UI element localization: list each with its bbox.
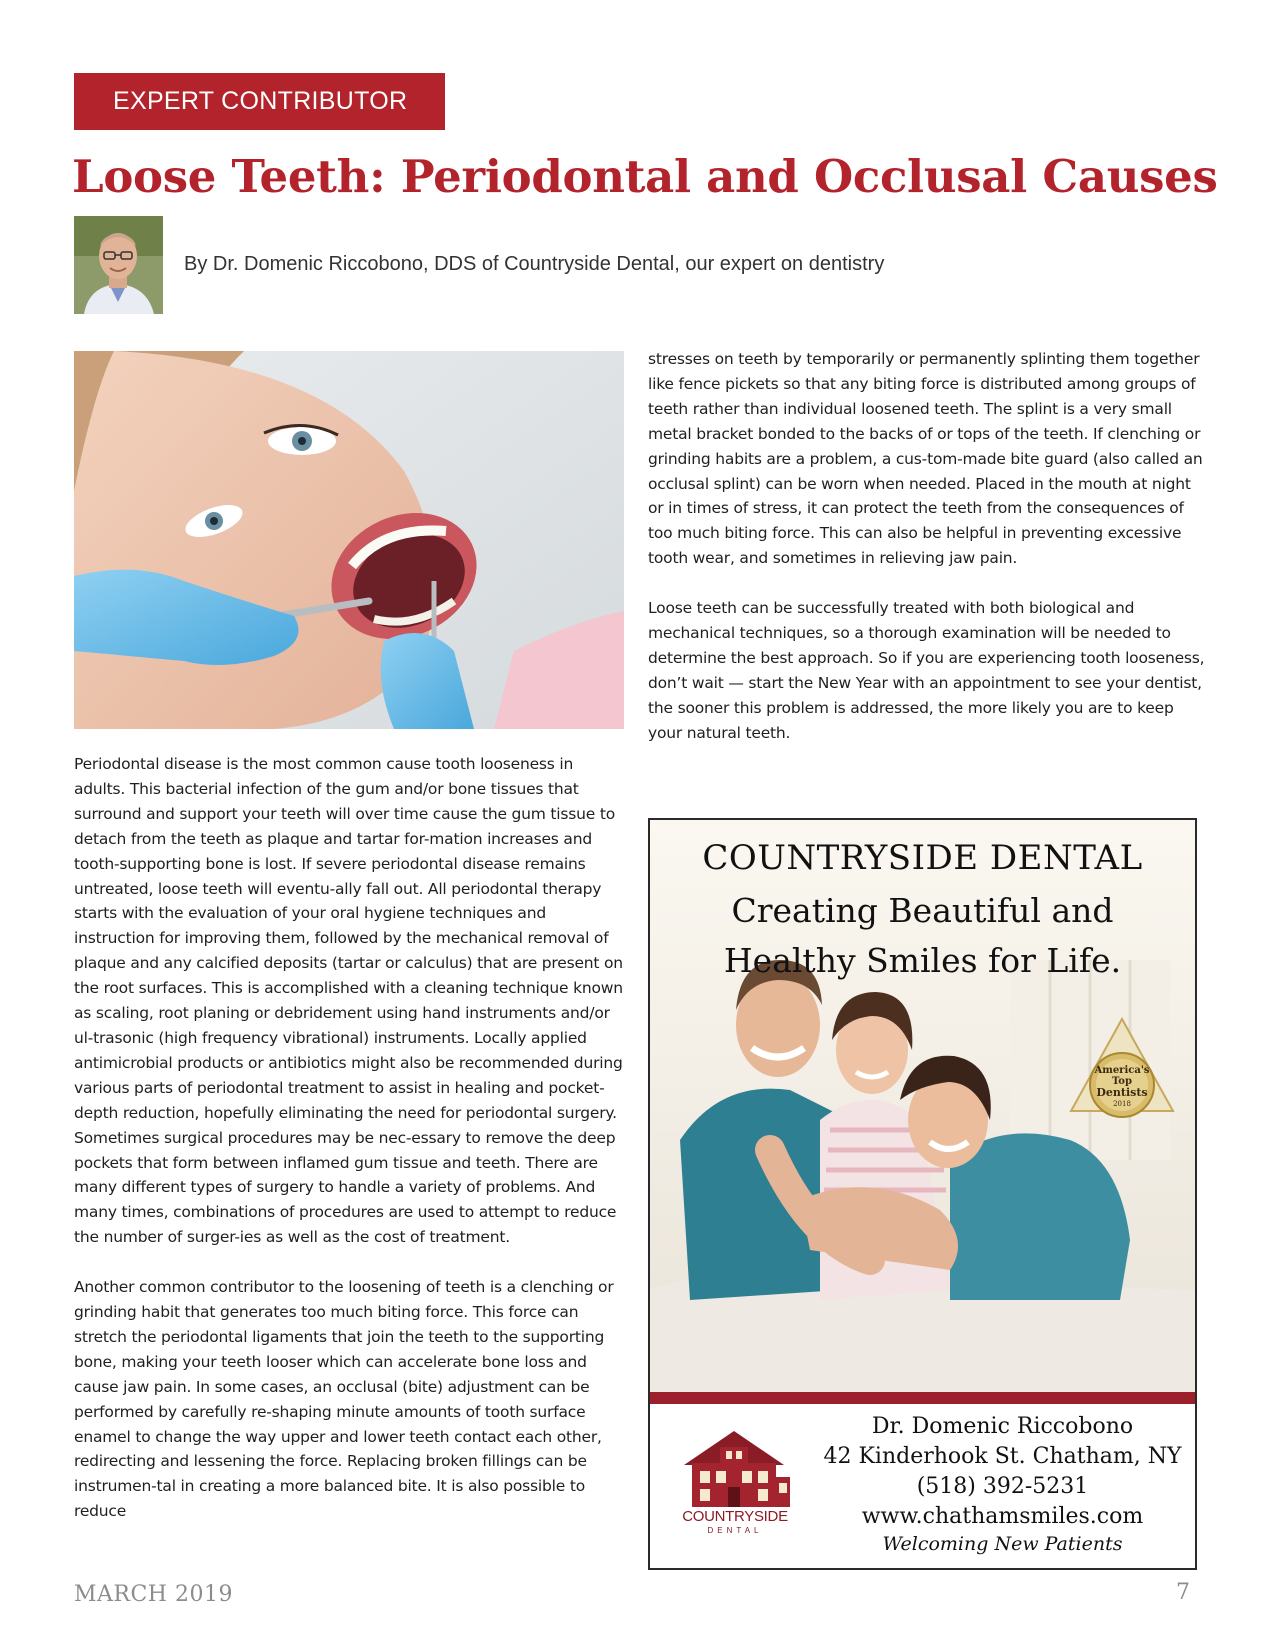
ad-logo-subtitle: DENTAL [707, 1526, 763, 1535]
badge-year: 2018 [1113, 1100, 1131, 1108]
ad-tagline [650, 886, 1195, 986]
ad-doctor-name: Dr. Domenic Riccobono [871, 1414, 1134, 1439]
article-headline: Loose Teeth: Periodontal and Occlusal Causes [72, 150, 1218, 203]
author-photo [74, 216, 163, 314]
section-label [74, 73, 445, 130]
ad-tagline-line: Creating Beautiful and [731, 891, 1114, 930]
article-byline: By Dr. Domenic Riccobono, DDS of Countryside Dental, our expert on dentistry [184, 253, 885, 275]
badge-text-top: Top [1112, 1076, 1132, 1087]
ad-logo-name: COUNTRYSIDE [682, 1508, 788, 1525]
article-paragraph: Periodontal disease is the most common cause tooth looseness in adults. This bacterial infection of the gum and/or bone tissues that surround and support your teeth will over time cause the gum tissue to detach from the teeth as plaque and tartar for-mation increases and tooth-supporting bone is lost. If severe periodontal disease remains untreated, loose teeth will eventu-ally fall out. All periodontal therapy starts with the evaluation of your oral hygiene techniques and instruction for improving them, followed by the mechanical removal of plaque and any calcified deposits (tartar or calculus) that are present on the root surfaces. This is accomplished with a cleaning technique known as scaling, root planing or debridement using hand instruments and/or ul-trasonic (high frequency vibrational) instruments. Locally applied antimicrobial products or antibiotics might also be recommended during various parts of periodontal treatment to assist in healing and pocket-depth reduction, hopefully eliminating the need for periodontal surgery. Sometimes surgical procedures may be nec-essary to remove the deep pockets that form between inflamed gum tissue and teeth. There are many different types of surgery to handle a variety of problems. And many times, combinations of procedures are used to attempt to reduce the number of surger-ies as well as the cost of treatment. [74, 755, 623, 1247]
footer-page-number: 7 [1176, 1580, 1190, 1605]
countryside-dental-advertisement [648, 818, 1197, 1570]
ad-title: COUNTRYSIDE DENTAL [702, 838, 1143, 878]
ad-website: www.chathamsmiles.com [861, 1504, 1144, 1529]
section-label-text: EXPERT CONTRIBUTOR [113, 87, 408, 115]
badge-text-dentists: Dentists [1096, 1086, 1148, 1099]
ad-divider-bar [650, 1392, 1195, 1404]
ad-tagline-line: Healthy Smiles for Life. [723, 941, 1122, 980]
ad-note: Welcoming New Patients [882, 1533, 1123, 1555]
article-paragraph: Loose teeth can be successfully treated with both biological and mechanical techniques, so a thorough examination will be needed to determine the best approach. So if you are experiencing tooth looseness, don’t wait — start the New Year with an appointment to see your dentist, the sooner this problem is addressed, the more likely you are to keep your natural teeth. [648, 599, 1205, 742]
ad-contact-info [810, 1412, 1195, 1556]
article-paragraph: Another common contributor to the loosening of teeth is a clenching or grinding habit that generates too much biting force. This force can stretch the periodontal ligaments that join the teeth to the supporting bone, making your teeth looser which can accelerate bone loss and cause jaw pain. In some cases, an occlusal (bite) adjustment can be performed by carefully re-shaping minute amounts of tooth surface enamel to change the way upper and lower teeth contact each other, redirecting and lessening the force. Replacing broken fillings can be instrumen-tal in creating a more balanced bite. It is also possible to reduce [74, 1278, 614, 1521]
ad-address: 42 Kinderhook St. Chatham, NY [823, 1444, 1182, 1469]
hero-image-dental-exam [74, 351, 624, 729]
americas-top-dentists-badge [1067, 1015, 1177, 1125]
article-paragraph: stresses on teeth by temporarily or permanently splinting them together like fence pickets so that any biting force is distributed among groups of teeth rather than individual loosened teeth. The splint is a very small metal bracket bonded to the backs of or tops of the teeth. If clenching or grinding habits are a problem, a cus-tom-made bite guard (also called an occlusal splint) can be worn when needed. Placed in the mouth at night or in times of stress, it can protect the teeth from the consequences of too much biting force. This can also be helpful in preventing excessive tooth wear, and sometimes in relieving jaw pain. [648, 350, 1203, 568]
article-column-left [74, 752, 626, 1549]
footer-issue-date: MARCH 2019 [74, 1582, 233, 1607]
article-column-right [648, 347, 1208, 771]
badge-text-americas: America's [1094, 1065, 1150, 1076]
ad-phone: (518) 392-5231 [916, 1474, 1089, 1499]
